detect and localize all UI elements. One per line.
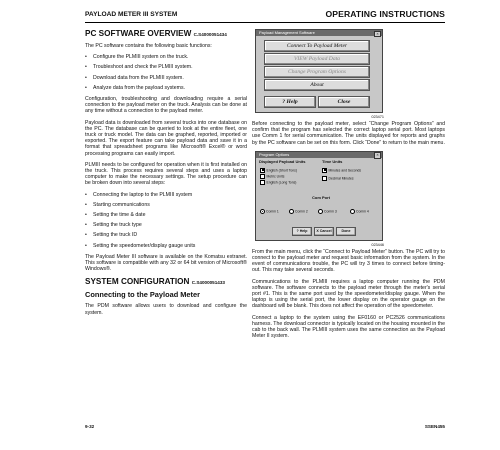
list-item: • Starting communications	[85, 202, 247, 208]
checkbox-icon[interactable]	[260, 168, 265, 173]
paragraph-communications: Communications to the PLMIII requires a laptop computer running the PDM software. The software connects to the payload meter through the meter's serial port #1. This is the same port used by the speedometer/display gauge. When the laptop is using the serial port, the lower display on the operator gauge on the dashboard will be blank. This does not affect the operation of the speedometer.	[252, 278, 445, 310]
about-button[interactable]: About	[264, 79, 370, 91]
header-section-title: OPERATING INSTRUCTIONS	[325, 9, 445, 19]
page-footer	[85, 424, 445, 432]
connect-to-payload-meter-button[interactable]: Connect To Payload Meter	[264, 40, 370, 52]
cancel-button[interactable]: X Cancel	[314, 227, 334, 236]
radio-icon[interactable]	[318, 209, 323, 214]
list-item: • Setting the speedometer/display gauge units	[85, 243, 247, 249]
window-titlebar: Payload Management Software ×	[256, 30, 382, 36]
header-system-name: PAYLOAD METER III SYSTEM	[85, 11, 178, 18]
subheading-connecting: Connecting to the Payload Meter	[85, 290, 200, 300]
checkbox-icon[interactable]	[260, 174, 265, 179]
time-option-decimal-minutes[interactable]: Decimal Minutes	[322, 176, 354, 181]
list-item: • Connecting the laptop to the PLMIII system	[85, 192, 247, 198]
close-icon[interactable]: ×	[374, 152, 381, 159]
page-header	[85, 10, 445, 23]
checkbox-icon[interactable]	[322, 168, 327, 173]
program-options-screenshot	[255, 151, 383, 241]
radio-icon[interactable]	[350, 209, 355, 214]
comm-option-1[interactable]: Comm 1	[260, 209, 279, 214]
unit-option-metric[interactable]: Metric Units	[260, 174, 284, 179]
comm-port-label: Com Port	[312, 194, 330, 200]
view-payload-data-button[interactable]: VIEW Payload Data	[264, 53, 370, 65]
paragraph-software: The Payload Meter III software is available on the Komatsu extranet. This software is compatible with any 32 or 64 bit version of Microsoft® Windows®.	[85, 253, 247, 273]
help-button[interactable]: ? Help	[264, 96, 316, 108]
list-item: • Troubleshoot and check the PLMIII system.	[85, 64, 247, 70]
comm-option-2[interactable]: Comm 2	[289, 209, 308, 214]
change-program-options-button[interactable]: Change Program Options	[264, 66, 370, 78]
unit-option-english-short[interactable]: English (Short Tons)	[260, 168, 297, 173]
list-item: • Configure the PLMIII system on the truck.	[85, 54, 247, 60]
radio-icon[interactable]	[260, 209, 265, 214]
paragraph-download: Payload data is downloaded from several trucks into one database on the PC. The database can be queried to look at the entire fleet, one truck or truck model. The data can be graphed, reported, imported or exported. The export feature can take payload data and save it in a format that spreadsheet programs like Microsoft® Excel® or word processing programs can easily import.	[85, 119, 247, 157]
close-button[interactable]: Close	[318, 96, 370, 108]
section-heading-pc-software: PC SOFTWARE OVERVIEW C.S4000051434	[85, 29, 227, 38]
checkbox-icon[interactable]	[322, 176, 327, 181]
paragraph-configuration: Configuration, troubleshooting and downloading require a serial connection to the payload meter on the truck. Analysis can be done at any time without a connection to the payload meter.	[85, 96, 247, 115]
right-column	[252, 29, 445, 344]
list-item: • Setting the truck type	[85, 222, 247, 228]
checkbox-icon[interactable]	[260, 180, 265, 185]
paragraph-pdm: The PDM software allows users to download and configure the system.	[85, 303, 247, 316]
list-item: • Analyze data from the payload systems.	[85, 85, 247, 91]
left-column	[85, 29, 247, 321]
displayed-units-label: Displayed Payload Units	[259, 158, 306, 164]
comm-option-4[interactable]: Comm 4	[350, 209, 369, 214]
paragraph-harness: Connect a laptop to the system using the EF0160 or PC2526 communications harness. The download connector is typically located on the housing mounted in the cab to the back wall. The PLMIII system uses the same connection as the Payload Meter II system.	[252, 314, 445, 340]
page-number: 9-32	[85, 424, 95, 429]
paragraph-configured: PLMIII needs to be configured for operation when it is first installed on the truck. This process requires several steps and uses a laptop computer to make the necessary settings. The setup procedure can be broken down into several steps:	[85, 161, 247, 187]
help-button[interactable]: ? Help	[292, 227, 312, 236]
time-option-minutes-seconds[interactable]: Minutes and Seconds	[322, 168, 361, 173]
figure-label: 023471	[371, 115, 384, 119]
figure-label: 023446	[371, 242, 384, 247]
window-titlebar: Program Options ×	[256, 152, 382, 158]
list-item: • Download data from the PLMIII system.	[85, 75, 247, 81]
list-item: • Setting the time & date	[85, 212, 247, 218]
unit-option-english-long[interactable]: English (Long Tons)	[260, 180, 296, 185]
section-heading-system-configuration: SYSTEM CONFIGURATION C.S4000051433	[85, 277, 225, 287]
setup-steps-list	[85, 192, 247, 249]
radio-icon[interactable]	[289, 209, 294, 214]
main-menu-screenshot	[255, 29, 383, 113]
done-button[interactable]: Done	[336, 227, 356, 236]
section-code: C.S4000051434	[193, 32, 227, 37]
time-units-label: Time Units	[322, 158, 343, 164]
close-icon[interactable]: ×	[374, 31, 381, 38]
comm-option-3[interactable]: Comm 3	[318, 209, 337, 214]
paragraph-intro: The PC software contains the following basic functions:	[85, 43, 212, 49]
paragraph-options: Before connecting to the payload meter, select “Change Program Options” and confirm that the program has selected the correct laptop serial port. Most laptops use Comm 1 for serial communication. The units displayed for reports and graphs by the PC software can be set on this form. Click “Done” to return to the main menu.	[252, 121, 445, 146]
function-list	[85, 54, 247, 91]
list-item: • Setting the truck ID	[85, 232, 247, 238]
document-code: SSEN455	[424, 424, 445, 429]
section-code: C.S4000051433	[191, 280, 225, 286]
paragraph-connect: From the main menu, click the “Connect to Payload Meter” button. The PC will try to connect to the payload meter and request basic information from the system. In the event of communications trouble, the PC will try 3 times to connect before timing-out. This may take several seconds.	[252, 248, 445, 274]
